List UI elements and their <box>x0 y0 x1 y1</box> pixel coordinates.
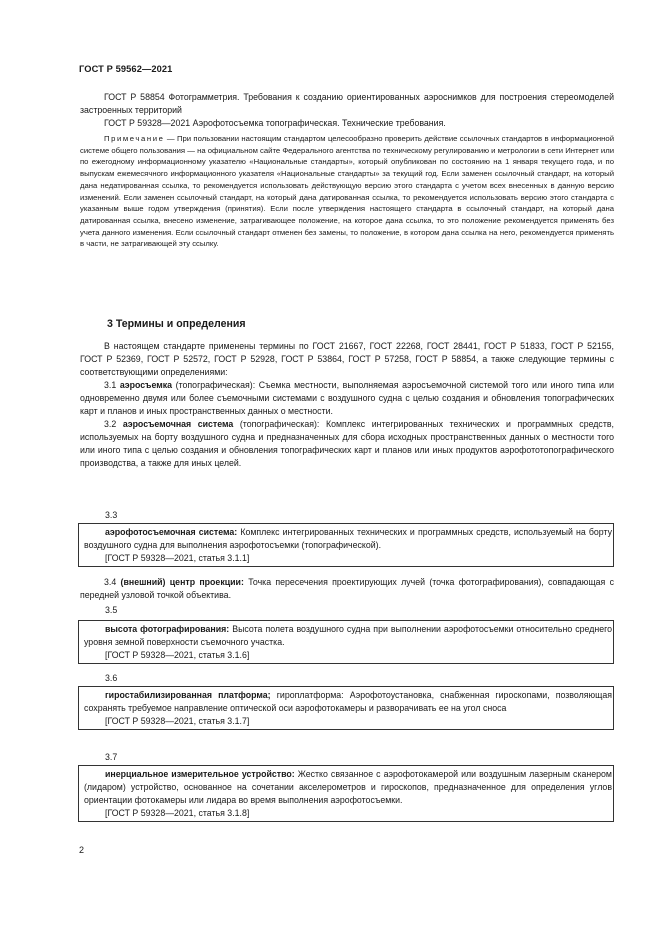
terms-body <box>80 340 614 470</box>
term-3-2 <box>80 418 614 470</box>
term-name: высота фотографирования: <box>105 624 230 634</box>
term-definition: Комплекс интегрированных технических и программных средств, используемый на борту воздушного судна для выполнения аэрофотосъемки (топографической). <box>84 527 613 550</box>
term-3-4-block <box>80 576 614 602</box>
term-name: инерциальное измерительное устройство: <box>105 769 295 779</box>
source-reference: [ГОСТ Р 59328—2021, статья 3.1.6] <box>105 650 250 660</box>
term-number-3-6: 3.6 <box>105 673 118 683</box>
term-definition: (топографическая): Съемка местности, выполняемая аэросъемочной системой того или иного типа или одновременно двумя или более съемочными системами с воздушного судна с целью создания и обновления топографических карт и планов и иных пространственных данных о местности. <box>80 380 615 416</box>
term-name: аэросъемочная система <box>122 419 234 429</box>
note-text: — При пользовании настоящим стандартом целесообразно проверить действие ссылочных стандартов в информационной системе общего пользования — на официальном сайте Федерального агентства по техническому регулированию и метрологии в сети Интернет или по ежегодному информационному указателю «Национальные стандарты», который опубликован по состоянию на 1 января текущего года, и по выпускам ежемесячного информационного указателя «Национальные стандарты» за текущий год. Если заменен ссылочный стандарт, на который дана недатированная ссылка, то рекомендуется использовать действующую версию этого стандарта с учетом всех внесенных в данную версию изменений. Если заменен ссылочный стандарт, на который дана датированная ссылка, то рекомендуется использовать версию этого стандарта с указанным выше годом утверждения (принятия). Если после утверждения настоящего стандарта в ссылочный стандарт, на который дана датированная ссылка, внесено изменение, затрагивающее положение, на которое дана ссылка, то это положение рекомендуется применять без учета данного изменения. Если ссылочный стандарт отменен без замены, то положение, в котором дана ссылка на него, рекомендуется применять в части, не затрагивающей эту ссылку. <box>80 134 614 249</box>
note-paragraph <box>80 133 614 250</box>
term-definition: Точка пересечения проектирующих лучей (точка фотографирования), совпадающая с передней узловой точкой объектива. <box>80 577 614 600</box>
term-box-3-3 <box>78 523 614 567</box>
term-text <box>84 623 612 649</box>
term-text <box>84 526 612 552</box>
term-text <box>84 689 612 715</box>
source-reference: [ГОСТ Р 59328—2021, статья 3.1.1] <box>105 553 250 563</box>
note-label: Примечание <box>104 134 165 143</box>
term-number: 3.1 <box>104 380 117 390</box>
term-text <box>84 768 612 807</box>
term-name: аэрофотосъемочная система: <box>105 527 238 537</box>
section-title: 3 Термины и определения <box>107 318 246 330</box>
term-definition: Жестко связанное с аэрофотокамерой или воздушным лазерным сканером (лидаром) устройство, основанное на сочетании акселерометров и гироскопов, предназначенное для определения углов ориентации фотокамеры или лидара во время выполнения аэрофотосъемки. <box>84 769 612 805</box>
term-definition: гироплатформа: Аэрофотоустановка, снабженная гироскопами, позволяющая сохранять требуемое направление оптической оси аэрофотокамеры и разворачивать ее на угол сноса <box>84 690 612 713</box>
term-number: 3.4 <box>104 577 117 587</box>
section-intro: В настоящем стандарте применены термины по ГОСТ 21667, ГОСТ 22268, ГОСТ 28441, ГОСТ Р 51833, ГОСТ Р 52155, ГОСТ Р 52369, ГОСТ Р 52572, ГОСТ Р 52928, ГОСТ Р 53864, ГОСТ Р 57258, ГОСТ Р 58854, а также следующие термины с соответствующими определениями: <box>80 341 614 377</box>
source-reference: [ГОСТ Р 59328—2021, статья 3.1.7] <box>105 716 250 726</box>
term-number-3-7: 3.7 <box>105 752 118 762</box>
term-box-3-5 <box>78 620 614 664</box>
reference-gost-58854: ГОСТ Р 58854 Фотограмметрия. Требования к созданию ориентированных аэроснимков для построения стереомоделей застроенных территорий <box>80 92 614 115</box>
reference-gost-59328: ГОСТ Р 59328—2021 Аэрофотосъемка топографическая. Технические требования. <box>104 118 446 128</box>
page-number: 2 <box>79 845 85 855</box>
term-3-4 <box>80 576 614 602</box>
term-name: гиростабилизированная платформа; <box>105 690 271 700</box>
term-definition: Высота полета воздушного судна при выполнении аэрофотосъемки относительно среднего уровня земной поверхности съемочного участка. <box>84 624 612 647</box>
term-box-3-6 <box>78 686 614 730</box>
document-id-header: ГОСТ Р 59562—2021 <box>79 64 173 74</box>
term-box-3-7 <box>78 765 614 822</box>
term-3-1 <box>80 379 614 418</box>
term-number: 3.2 <box>104 419 117 429</box>
source-reference: [ГОСТ Р 59328—2021, статья 3.1.8] <box>105 808 250 818</box>
term-definition: (топографическая): Комплекс интегрированных технических и программных средств, используемых на борту воздушного судна и предназначенных для сбора исходных пространственных данных о местности того или иного типа с целью создания и обновления топографических карт и планов или иных продуктов аэрофототопографического производства, а также для иных целей. <box>80 419 614 468</box>
term-number-3-5: 3.5 <box>105 605 118 615</box>
normative-references <box>80 91 614 250</box>
term-number-3-3: 3.3 <box>105 510 118 520</box>
term-name: аэросъемка <box>119 380 173 390</box>
term-name: (внешний) центр проекции: <box>120 577 244 587</box>
